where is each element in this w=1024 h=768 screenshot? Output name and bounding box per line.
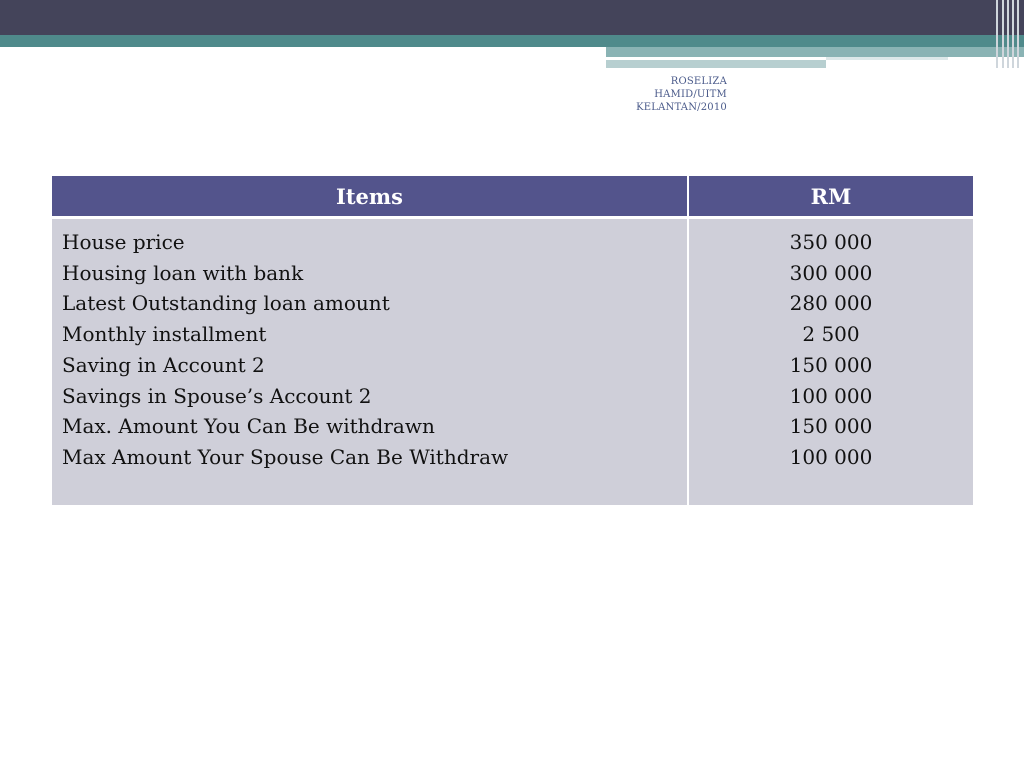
author-line-1: ROSELIZA <box>670 76 727 87</box>
loan-table <box>52 176 973 505</box>
author-line-3: KELANTAN/2010 <box>636 102 727 113</box>
header-stripes <box>992 0 1024 68</box>
rm-value: 150 000 <box>789 352 873 377</box>
rm-column <box>688 218 973 506</box>
rm-value: 100 000 <box>789 383 873 408</box>
author-line-2: HAMID/UITM <box>654 89 727 100</box>
item-label: Savings in Spouse’s Account 2 <box>62 383 372 408</box>
header-bar-dark <box>0 0 1024 35</box>
item-label: Housing loan with bank <box>62 260 304 285</box>
item-label: Latest Outstanding loan amount <box>62 291 390 316</box>
table-body-row <box>52 218 973 506</box>
rm-value: 300 000 <box>789 260 873 285</box>
column-header-items: Items <box>52 176 688 218</box>
rm-value: 280 000 <box>789 291 873 316</box>
rm-value: 2 500 <box>802 322 860 347</box>
header-accent-line <box>826 57 948 60</box>
item-label: Max Amount Your Spouse Can Be Withdraw <box>62 444 509 469</box>
rm-value: 150 000 <box>789 414 873 439</box>
rm-value: 350 000 <box>789 230 873 254</box>
rm-value: 100 000 <box>789 444 873 469</box>
items-column <box>52 218 688 506</box>
item-label: Max. Amount You Can Be withdrawn <box>62 414 435 439</box>
header-bar-teal-thin <box>606 60 826 68</box>
column-header-rm: RM <box>688 176 973 218</box>
header-bar-teal <box>0 35 1024 47</box>
item-label: Monthly installment <box>62 322 267 347</box>
item-label: House price <box>62 230 185 254</box>
header-bar-teal-light <box>606 47 1024 57</box>
author-credit <box>636 75 727 114</box>
item-label: Saving in Account 2 <box>62 352 265 377</box>
table-header-row <box>52 176 973 218</box>
